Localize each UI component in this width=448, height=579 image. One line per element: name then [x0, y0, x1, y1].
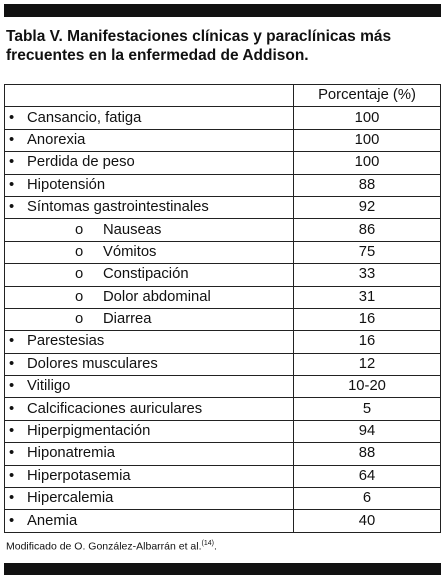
footnote-period: . [213, 540, 217, 553]
manifestation-cell [5, 420, 294, 442]
manifestation-label: Parestesias [27, 333, 105, 350]
manifestation-label: Constipación [103, 266, 189, 283]
manifestation-cell [5, 152, 294, 174]
footnote [6, 540, 217, 553]
manifestations-table [4, 84, 441, 533]
bullet-marker: • [9, 176, 15, 193]
caption-line-1: Tabla V. Manifestaciones clínicas y paraclínicas más [6, 28, 392, 45]
table-row [5, 308, 441, 330]
table-row [5, 443, 441, 465]
manifestation-cell [5, 219, 294, 241]
table-row [5, 196, 441, 218]
percentage-cell: 6 [294, 488, 441, 510]
manifestation-cell [5, 129, 294, 151]
table-caption [6, 27, 436, 65]
manifestation-label: Hipotensión [27, 176, 106, 193]
table-row [5, 465, 441, 487]
table-row [5, 174, 441, 196]
percentage-cell: 31 [294, 286, 441, 308]
manifestation-cell [5, 398, 294, 420]
sub-bullet-marker: o [75, 288, 84, 305]
bullet-marker: • [9, 467, 15, 484]
sub-bullet-marker: o [75, 266, 84, 283]
footnote-reference: (14) [201, 540, 214, 547]
table-row [5, 107, 441, 129]
percentage-cell: 12 [294, 353, 441, 375]
table-row [5, 129, 441, 151]
top-rule [4, 4, 441, 17]
bullet-marker: • [9, 445, 15, 462]
bullet-marker: • [9, 400, 15, 417]
bullet-marker: • [9, 199, 15, 216]
percentage-cell: 100 [294, 107, 441, 129]
manifestation-cell [5, 353, 294, 375]
sub-bullet-marker: o [75, 243, 84, 260]
bullet-marker: • [9, 512, 15, 529]
table-row [5, 219, 441, 241]
percentage-cell: 40 [294, 510, 441, 532]
percentage-cell: 86 [294, 219, 441, 241]
percentage-cell: 33 [294, 264, 441, 286]
percentage-cell: 94 [294, 420, 441, 442]
manifestation-label: Anorexia [27, 131, 86, 148]
caption-line-2: frecuentes en la enfermedad de Addison. [6, 47, 309, 64]
manifestation-cell [5, 331, 294, 353]
manifestation-label: Vitiligo [27, 378, 71, 395]
manifestation-label: Perdida de peso [27, 154, 135, 171]
table-row [5, 331, 441, 353]
manifestation-label: Dolor abdominal [103, 288, 211, 305]
manifestation-cell [5, 286, 294, 308]
manifestation-label: Nauseas [103, 221, 162, 238]
bullet-marker: • [9, 131, 15, 148]
manifestation-label: Cansancio, fatiga [27, 109, 142, 126]
bullet-marker: • [9, 154, 15, 171]
percentage-cell: 92 [294, 196, 441, 218]
bottom-rule [4, 563, 441, 575]
percentage-cell: 64 [294, 465, 441, 487]
table-row [5, 264, 441, 286]
bullet-marker: • [9, 423, 15, 440]
bullet-marker: • [9, 333, 15, 350]
table-row [5, 398, 441, 420]
footnote-text: Modificado de O. González-Albarrán et al. [6, 540, 202, 553]
manifestation-label: Hiperpigmentación [27, 423, 151, 440]
table-row [5, 488, 441, 510]
manifestation-cell [5, 376, 294, 398]
manifestation-cell [5, 443, 294, 465]
header-label-cell [5, 85, 294, 107]
table-row [5, 241, 441, 263]
percentage-cell: 10-20 [294, 376, 441, 398]
table-row [5, 353, 441, 375]
manifestation-label: Síntomas gastrointestinales [27, 199, 209, 216]
manifestation-cell [5, 488, 294, 510]
percentage-cell: 5 [294, 398, 441, 420]
percentage-cell: 100 [294, 129, 441, 151]
sub-bullet-marker: o [75, 311, 84, 328]
bullet-marker: • [9, 355, 15, 372]
manifestation-label: Hiponatremia [27, 445, 116, 462]
manifestation-cell [5, 510, 294, 532]
manifestation-cell [5, 107, 294, 129]
bullet-marker: • [9, 378, 15, 395]
manifestation-label: Dolores musculares [27, 355, 158, 372]
percentage-cell: 100 [294, 152, 441, 174]
header-row [5, 85, 441, 107]
percentage-cell: 16 [294, 308, 441, 330]
bullet-marker: • [9, 490, 15, 507]
table-row [5, 510, 441, 532]
manifestation-cell [5, 264, 294, 286]
manifestation-cell [5, 308, 294, 330]
manifestation-cell [5, 196, 294, 218]
table-body [5, 85, 441, 533]
bullet-marker: • [9, 109, 15, 126]
table-row [5, 420, 441, 442]
sub-bullet-marker: o [75, 221, 84, 238]
manifestation-cell [5, 174, 294, 196]
manifestation-label: Hipercalemia [27, 490, 114, 507]
table-row [5, 376, 441, 398]
percentage-cell: 88 [294, 174, 441, 196]
manifestation-cell [5, 465, 294, 487]
percentage-cell: 75 [294, 241, 441, 263]
manifestation-label: Anemia [27, 512, 78, 529]
manifestation-label: Vómitos [103, 243, 157, 260]
table-row [5, 152, 441, 174]
header-percentage-cell: Porcentaje (%) [294, 85, 441, 107]
percentage-cell: 88 [294, 443, 441, 465]
manifestation-label: Diarrea [103, 311, 152, 328]
table-row [5, 286, 441, 308]
percentage-cell: 16 [294, 331, 441, 353]
manifestation-label: Hiperpotasemia [27, 467, 131, 484]
manifestation-label: Calcificaciones auriculares [27, 400, 203, 417]
manifestation-cell [5, 241, 294, 263]
